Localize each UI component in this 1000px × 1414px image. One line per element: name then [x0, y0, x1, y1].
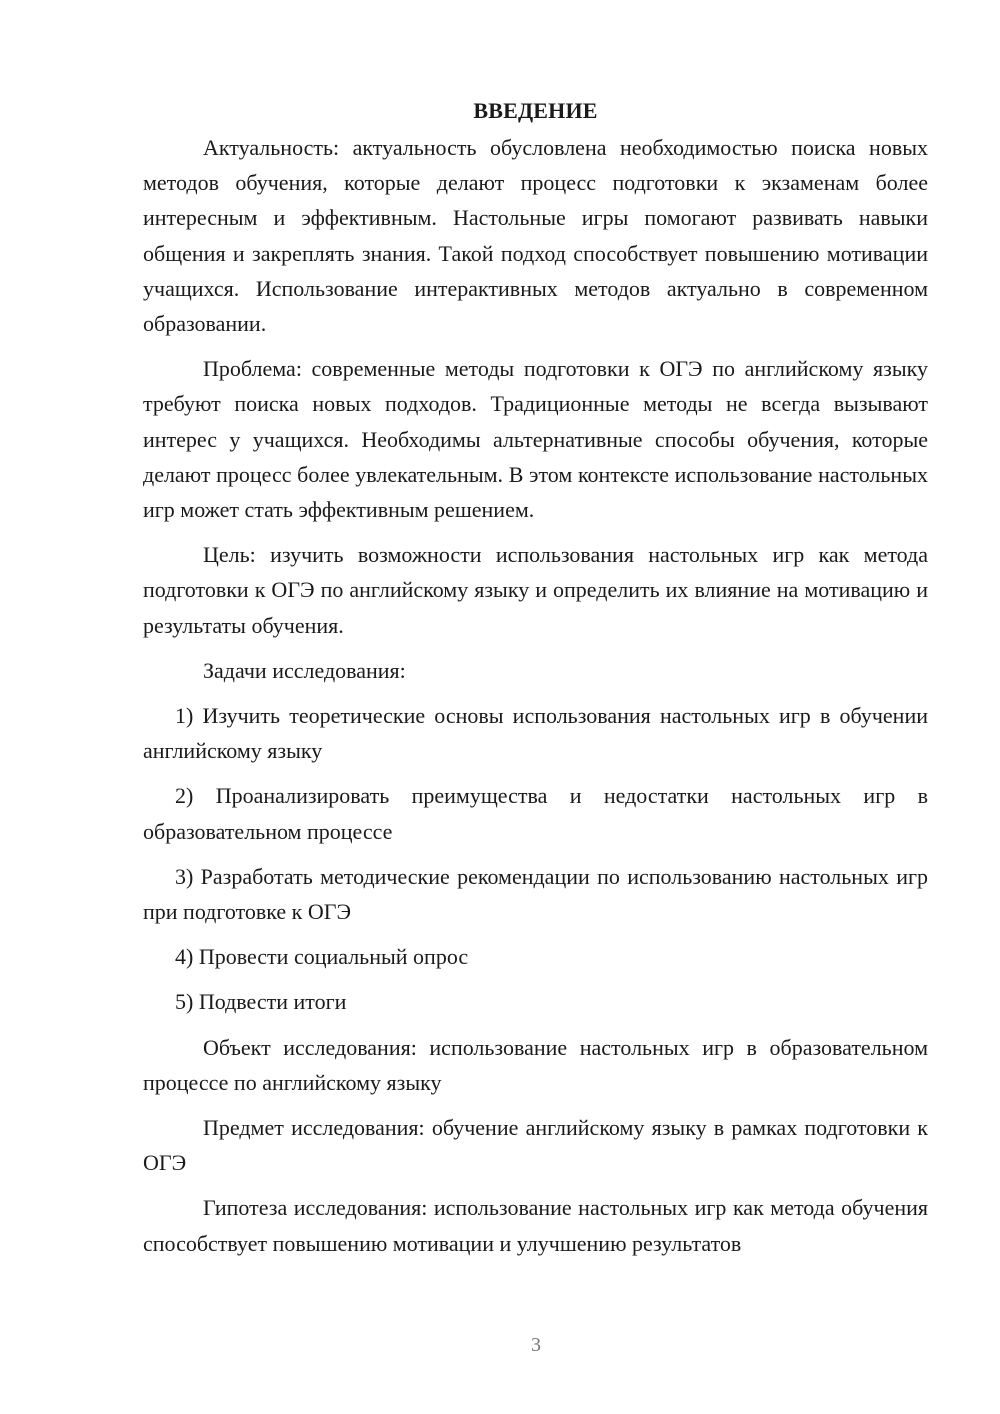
tasks-heading: Задачи исследования: — [203, 657, 406, 683]
task-item-3: 3) Разработать методические рекомендации по использованию настольных игр при подготовке к ОГЭ — [143, 863, 928, 925]
problem-paragraph: Проблема: современные методы подготовки к ОГЭ по английскому языку требуют поиска новых подходов. Традиционные методы не всегда вызывают интерес у учащихся. Необходимы альтернативные способы обучения, которые делают процесс более увлекательным. В этом контексте использование настольных игр может стать эффективным решением. — [143, 356, 928, 523]
document-page — [143, 96, 928, 1261]
object-paragraph: Объект исследования: использование настольных игр в образовательном процессе по английскому языку — [143, 1034, 928, 1095]
task-item-1: 1) Изучить теоретические основы использования настольных игр в обучении английскому языку — [143, 703, 928, 764]
subject-paragraph: Предмет исследования: обучение английскому языку в рамках подготовки к ОГЭ — [143, 1115, 928, 1176]
hypothesis-paragraph: Гипотеза исследования: использование настольных игр как метода обучения способствует повышению мотивации и улучшению результатов — [143, 1195, 928, 1256]
task-item-2: 2) Проанализировать преимущества и недостатки настольных игр в образовательном процессе — [143, 783, 928, 844]
page-number: 3 — [531, 1334, 541, 1356]
page-title: ВВЕДЕНИЕ — [473, 98, 598, 123]
task-item-5: 5) Подвести итоги — [175, 989, 347, 1015]
goal-paragraph: Цель: изучить возможности использования настольных игр как метода подготовки к ОГЭ по английскому языку и определить их влияние на мотивацию и результаты обучения. — [143, 542, 928, 638]
relevance-paragraph: Актуальность: актуальность обусловлена необходимостью поиска новых методов обучения, которые делают процесс подготовки к экзаменам более интересным и эффективным. Настольные игры помогают развивать навыки общения и закреплять знания. Такой подход способствует повышению мотивации учащихся. Использование интерактивных методов актуально в современном образовании. — [143, 135, 928, 337]
task-item-4: 4) Провести социальный опрос — [175, 944, 469, 970]
